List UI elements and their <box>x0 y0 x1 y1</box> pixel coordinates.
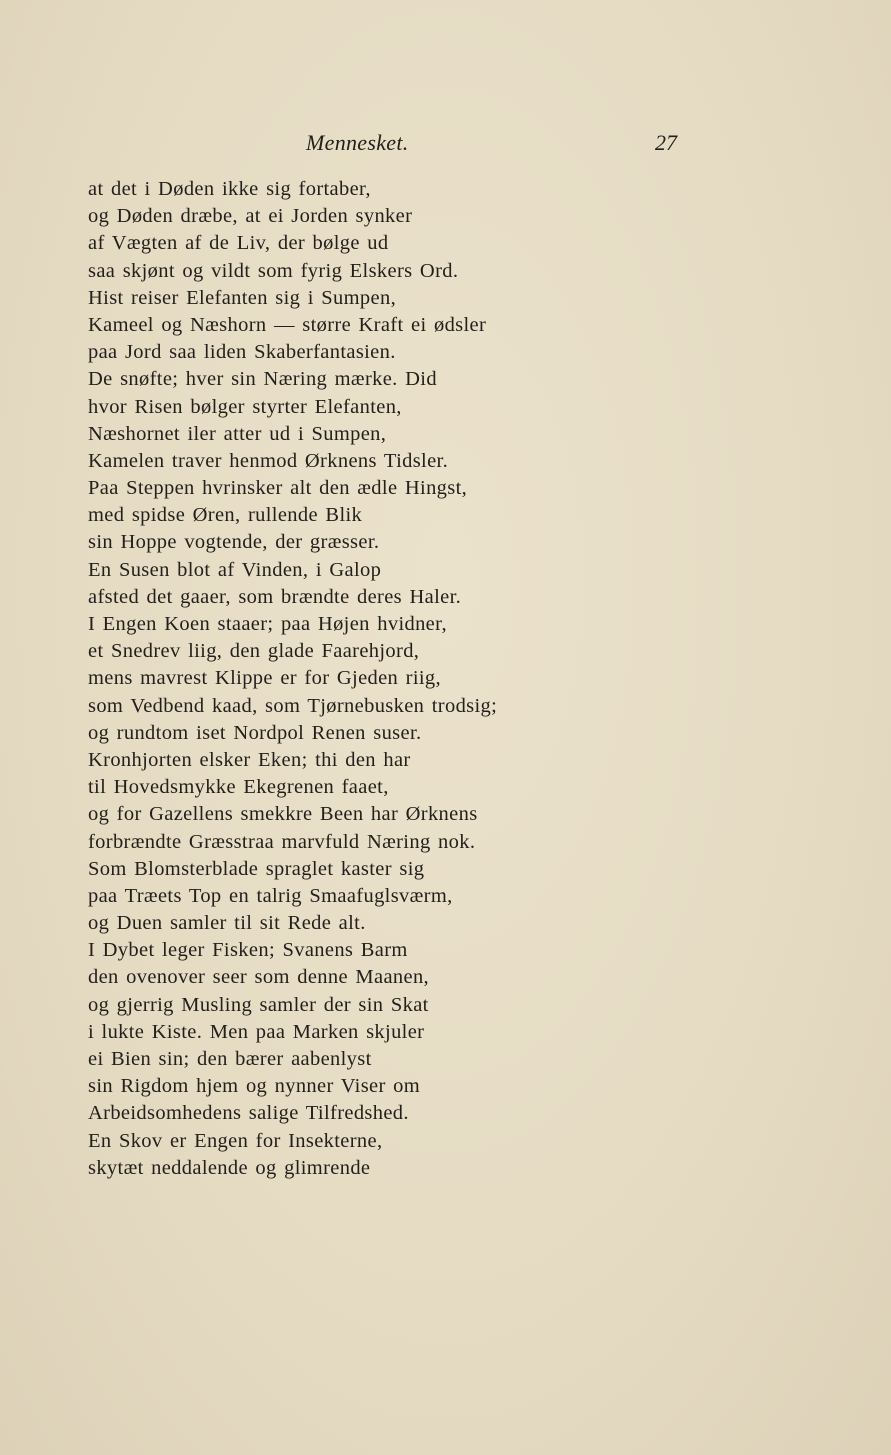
poem-line: af Vægten af de Liv, der bølge ud <box>88 232 389 255</box>
poem-line: Kameel og Næshorn — større Kraft ei ødsler <box>88 313 487 336</box>
poem-line: skytæt neddalende og glimrende <box>88 1156 371 1179</box>
poem-line: i lukte Kiste. Men paa Marken skjuler <box>88 1020 425 1043</box>
poem-line: mens mavrest Klippe er for Gjeden riig, <box>88 667 441 690</box>
poem-line: afsted det gaaer, som brændte deres Haler. <box>88 585 462 608</box>
poem-text <box>88 176 808 1182</box>
poem-line: ei Bien sin; den bærer aabenlyst <box>88 1048 372 1070</box>
poem-line: Arbeidsomhedens salige Tilfredshed. <box>88 1102 409 1125</box>
poem-line: Kronhjorten elsker Eken; thi den har <box>88 748 411 771</box>
poem-line: et Snedrev liig, den glade Faarehjord, <box>88 640 420 663</box>
poem-line: Kamelen traver henmod Ørknens Tidsler. <box>88 449 449 472</box>
poem-line: som Vedbend kaad, som Tjørnebusken trodsig; <box>88 694 498 717</box>
poem-line: En Skov er Engen for Insekterne, <box>88 1129 383 1152</box>
poem-line: til Hovedsmykke Ekegrenen faaet, <box>88 776 389 799</box>
poem-line: at det i Døden ikke sig fortaber, <box>88 178 371 200</box>
poem-line: og Døden dræbe, at ei Jorden synker <box>88 205 413 228</box>
poem-line: I Engen Koen staaer; paa Højen hvidner, <box>88 613 447 635</box>
poem-line: saa skjønt og vildt som fyrig Elskers Ord. <box>88 259 459 282</box>
poem-line: Hist reiser Elefanten sig i Sumpen, <box>88 286 397 309</box>
poem-line: og rundtom iset Nordpol Renen suser. <box>88 721 422 744</box>
poem-line: og for Gazellens smekkre Been har Ørknens <box>88 803 478 826</box>
running-head <box>0 130 891 160</box>
poem-line: paa Træets Top en talrig Smaafuglsværm, <box>88 884 453 907</box>
poem-line: sin Hoppe vogtende, der græsser. <box>88 531 380 554</box>
running-head-title: Mennesket. <box>306 130 409 155</box>
page-number: 27 <box>655 130 677 155</box>
poem-line: Paa Steppen hvrinsker alt den ædle Hingst, <box>88 477 468 500</box>
poem-line: hvor Risen bølger styrter Elefanten, <box>88 395 402 418</box>
poem-line: med spidse Øren, rullende Blik <box>88 504 363 527</box>
poem-line: De snøfte; hver sin Næring mærke. Did <box>88 368 437 391</box>
poem-line: I Dybet leger Fisken; Svanens Barm <box>88 939 408 962</box>
poem-line: paa Jord saa liden Skaberfantasien. <box>88 341 396 364</box>
poem-line: og gjerrig Musling samler der sin Skat <box>88 993 429 1016</box>
poem-line: og Duen samler til sit Rede alt. <box>88 912 366 935</box>
poem-line: Næshornet iler atter ud i Sumpen, <box>88 422 387 445</box>
poem-line: Som Blomsterblade spraglet kaster sig <box>88 857 425 880</box>
poem-line: den ovenover seer som denne Maanen, <box>88 966 430 989</box>
poem-line: En Susen blot af Vinden, i Galop <box>88 558 382 581</box>
poem-line: sin Rigdom hjem og nynner Viser om <box>88 1075 421 1098</box>
poem-line: forbrændte Græsstraa marvfuld Næring nok. <box>88 830 476 853</box>
